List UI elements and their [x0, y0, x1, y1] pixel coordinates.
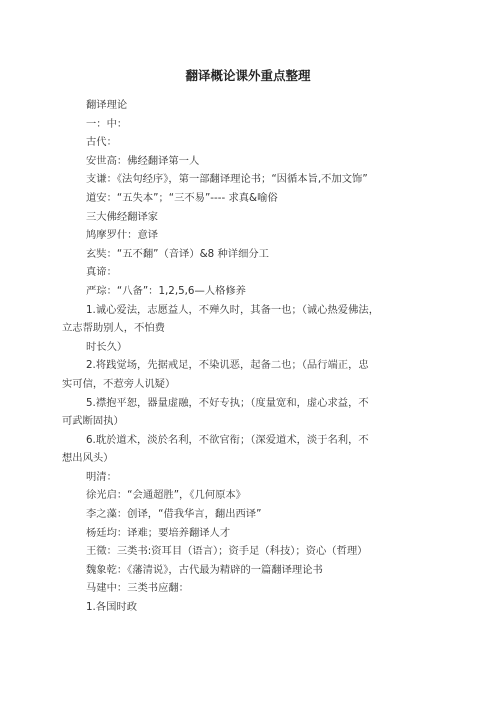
text-line: 李之藻：创译，“借我华言，翻出西译”	[86, 508, 262, 521]
text-line: 古代：	[86, 136, 117, 149]
text-line: 鸠摩罗什：意译	[86, 229, 159, 242]
text-line: 立志帮助别人，不怕费	[62, 322, 165, 335]
text-line: 时长久）	[86, 340, 128, 353]
document-title: 翻译概论课外重点整理	[185, 68, 311, 83]
text-line: 马建中：三类书应翻：	[86, 582, 189, 595]
text-line: 真谛：	[86, 266, 117, 279]
text-line: 徐光启：“会通超胜”，《几何原本》	[86, 489, 246, 502]
text-line: 翻译理论	[86, 99, 128, 111]
text-line: 道安：“五失本”；“三不易”---- 求真&喻俗	[86, 191, 278, 204]
text-line: 2.将践觉场，先据戒足，不染讥恶，起备二也；（品行端正，忠	[86, 359, 369, 372]
text-line: 5.襟抱平恕，器量虚融，不好专执；（度量宽和，虚心求益，不	[86, 396, 369, 409]
text-line: 安世高：佛经翻译第一人	[86, 154, 200, 167]
text-line: 杨廷均：译难；要培养翻译人才	[86, 526, 231, 539]
text-line: 魏象乾：《藩清说》，古代最为精辟的一篇翻译理论书	[86, 563, 323, 576]
text-line: 1.诚心爱法，志愿益人，不殚久时，其备一也；（诚心热爱佛法，	[86, 303, 379, 316]
text-line: 支谦：《法句经序》，第一部翻译理论书；“因循本旨,不加文饰”	[86, 173, 368, 186]
text-line: 王徵：三类书:资耳目（语言）；资手足（科技）；资心（哲理）	[86, 545, 368, 558]
text-line: 6.耽於道术，淡於名利，不欲官衔；（深爱道术，淡于名利，不	[86, 433, 369, 446]
document-body	[62, 96, 442, 617]
text-line: 1.各国时政	[86, 601, 138, 614]
text-line: 想出风头）	[62, 452, 114, 465]
text-line: 实可信，不惹旁人讥疑）	[62, 377, 176, 390]
text-line: 一：中：	[86, 117, 128, 130]
text-line: 三大佛经翻译家	[86, 210, 159, 223]
text-line: 玄奘：“五不翻”（音译）&8 种详细分工	[86, 247, 269, 260]
text-line: 严琮：“八备”：1,2,5,6—人格修养	[86, 284, 246, 297]
text-line: 可武断固执）	[62, 415, 124, 428]
text-line: 明清：	[86, 470, 117, 483]
